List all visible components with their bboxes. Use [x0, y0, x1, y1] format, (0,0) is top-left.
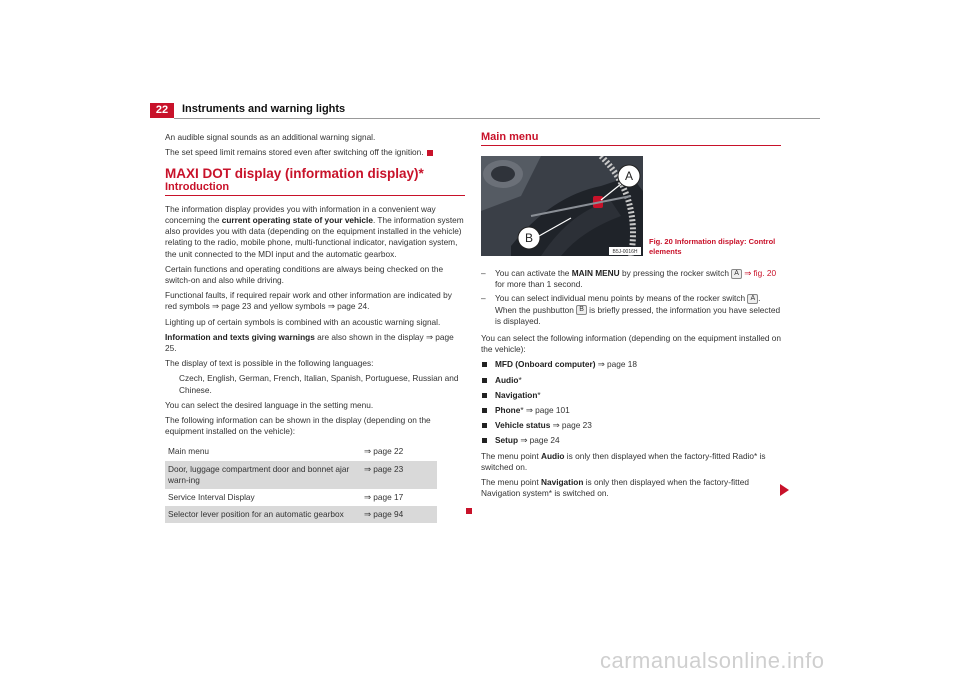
table-cell-item: Service Interval Display: [165, 489, 361, 506]
figure-caption: Fig. 20 Information display: Control elements: [649, 237, 776, 256]
paragraph-faults: Functional faults, if required repair work and other information are indicated by red symbols ⇒ page 23 and yellow symbols ⇒ page 24.: [165, 290, 452, 312]
main-menu-body: [481, 268, 781, 503]
list-item: Phone* ⇒ page 101: [481, 405, 781, 416]
end-mark-icon: [466, 508, 472, 514]
paragraph-warnings: Information and texts giving warnings are also shown in the display ⇒ page 25.: [165, 331, 454, 354]
paragraph-audio-note: The menu point Audio is only then displayed when the factory-fitted Radio* is switched on.: [481, 450, 766, 472]
right-column: [481, 132, 781, 146]
running-title: Instruments and warning lights: [182, 103, 346, 115]
paragraph-conditions: Certain functions and operating conditions are always being checked on the switch-on and also while driving.: [165, 263, 444, 286]
key-b-icon: B: [576, 305, 587, 315]
figure-code: B5J-0016H: [612, 249, 638, 255]
list-item: Navigation*: [481, 390, 781, 401]
table-cell-item: Main menu: [165, 443, 361, 460]
control-elements-figure: [481, 156, 643, 256]
menu-points-list: [481, 359, 781, 446]
step-item: – You can select individual menu points by means of the rocker switch A . When the pushbutton B is briefly pressed, the information you have selected is displayed.: [481, 293, 781, 326]
list-item: Setup ⇒ page 24: [481, 435, 781, 446]
table-row: [165, 461, 437, 489]
list-item: Vehicle status ⇒ page 23: [481, 420, 781, 431]
paragraph-audible-signal: An audible signal sounds as an additional warning signal.: [165, 132, 376, 142]
paragraph-lighting: Lighting up of certain symbols is combined with an acoustic warning signal.: [165, 316, 441, 327]
watermark: carmanualsonline.info: [600, 648, 825, 673]
paragraph-intro: The information display provides you with information in a convenient way concerning the current operating state of your vehicle. The information system also provides you with data (depending on the equipment installed in the vehicle) relating to the radio, mobile phone, multi-functional indicator, navigation system, the unit connected to the MDI input and the automatic gearbox.: [165, 203, 464, 259]
paragraph-languages-intro: The display of text is possible in the following languages:: [165, 358, 374, 369]
table-cell-ref[interactable]: ⇒ page 22: [361, 443, 437, 460]
figure-link[interactable]: ⇒ fig. 20: [744, 268, 777, 278]
figure-label-a: A: [624, 169, 634, 183]
subsection-title: Introduction: [165, 182, 465, 196]
page-number: 22: [150, 103, 174, 118]
key-a-icon: A: [731, 269, 742, 279]
paragraph-languages: Czech, English, German, French, Italian, Spanish, Portuguese, Russian and Chinese.: [179, 373, 459, 395]
end-mark-icon: [427, 150, 433, 156]
table-row: [165, 489, 437, 506]
list-item: MFD (Onboard computer) ⇒ page 18: [481, 359, 781, 370]
paragraph-select-language: You can select the desired language in the setting menu.: [165, 399, 374, 410]
key-a-icon: A: [747, 294, 758, 304]
paragraph-following: The following information can be shown in the display (depending on the equipment installed on the vehicle):: [165, 415, 431, 437]
table-cell-ref[interactable]: ⇒ page 94: [361, 506, 437, 523]
list-item: Audio*: [481, 375, 781, 386]
table-row: [165, 443, 437, 460]
table-cell-ref[interactable]: ⇒ page 17: [361, 489, 437, 506]
paragraph-following-info: You can select the following information (depending on the equipment installed on the vehicle):: [481, 333, 781, 355]
header-rule: [174, 118, 820, 119]
table-cell-item: Selector lever position for an automatic gearbox: [165, 506, 361, 523]
paragraph-speed-limit: The set speed limit remains stored even after switching off the ignition.: [165, 147, 465, 158]
table-row: [165, 506, 437, 523]
table-cell-ref[interactable]: ⇒ page 23: [361, 461, 437, 489]
step-item: – You can activate the MAIN MENU by pressing the rocker switch A ⇒ fig. 20 for more than 1 second.: [481, 268, 777, 290]
steering-stalk-illustration: [481, 156, 643, 256]
left-column: [165, 132, 465, 523]
main-menu-title: Main menu: [481, 132, 781, 146]
paragraph-navigation-note: The menu point Navigation is only then displayed when the factory-fitted Navigation system* is switched on.: [481, 477, 749, 499]
figure-label-b: B: [524, 231, 534, 245]
continue-arrow-icon: [780, 484, 789, 496]
info-table: [165, 443, 437, 523]
section-title: MAXI DOT display (information display)*: [165, 166, 424, 182]
table-cell-item: Door, luggage compartment door and bonnet ajar warn-ing: [165, 461, 361, 489]
